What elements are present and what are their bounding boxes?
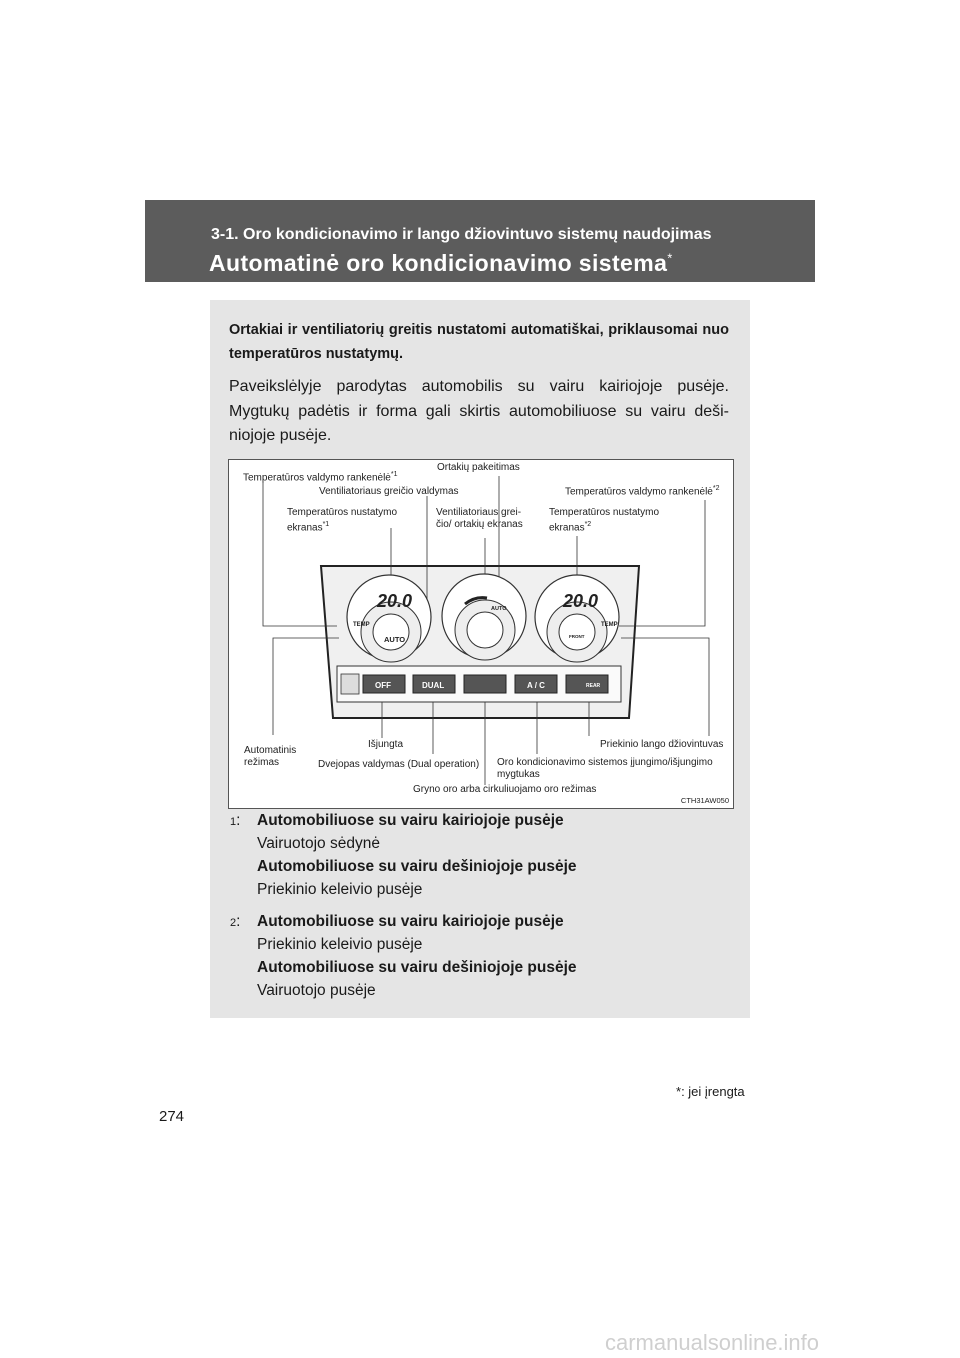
- label-front-defroster: Priekinio lango džiovintuvas: [600, 739, 724, 750]
- footnote-marker: *: [676, 1084, 682, 1099]
- footnote: [676, 1084, 745, 1099]
- auto-button-label: AUTO: [384, 635, 406, 644]
- button-strip: [337, 666, 621, 702]
- page-title: [209, 250, 673, 277]
- page-title-text: Automatinė oro kondicionavimo sistema: [209, 250, 668, 276]
- label-temp-knob-2: Temperatūros valdymo rankenėlė$^{*2}$: [565, 485, 720, 498]
- section-title: 3-1. Oro kondicionavimo ir lango džiovintuvo sistemų naudojimas: [211, 226, 712, 243]
- ac-button-label: A / C: [527, 681, 545, 690]
- left-temp-display: 20.0: [377, 591, 413, 611]
- intro-summary: Ortakiai ir ventiliatorių greitis nustatomi automatiškai, priklausomai nuo temperatūros nustatymų.: [229, 322, 729, 362]
- right-temp-display: 20.0: [563, 591, 599, 611]
- note-1-text: Vairuotojo sėdynė: [257, 835, 380, 852]
- note-2-heading-2: Automobiliuose su vairu dešiniojoje pusėje: [257, 959, 577, 976]
- label-fan-duct-display: Ventiliatoriaus grei- čio/ ortakių ekranas: [436, 507, 523, 530]
- footnote-text: : jei įrengta: [681, 1084, 745, 1099]
- watermark: carmanualsonline.info: [605, 1330, 820, 1355]
- left-temp-label: TEMP: [353, 622, 370, 628]
- note-1-text-2: Priekinio keleivio pusėje: [257, 881, 423, 898]
- label-recirc: Gryno oro arba cirkuliuojamo oro režimas: [413, 784, 597, 795]
- recirc-button: [464, 675, 506, 693]
- figure-code: CTH31AW050: [680, 796, 729, 805]
- climate-panel-figure: [228, 459, 734, 809]
- auto-indicator: AUTO: [491, 606, 507, 612]
- label-duct-change: Ortakių pakeitimas: [437, 462, 520, 473]
- label-ac-button: Oro kondicionavimo sistemos įjungimo/išjungimo mygtukas: [497, 757, 713, 780]
- note-2-number: 2:: [230, 913, 241, 930]
- note-1-heading-2: Automobiliuose su vairu dešiniojoje pusėje: [257, 858, 577, 875]
- label-temp-knob-1: Temperatūros valdymo rankenėlė$^{*1}$: [243, 471, 398, 484]
- note-2-heading: Automobiliuose su vairu kairiojoje pusėje: [257, 913, 564, 930]
- label-dual: Dvejopas valdymas (Dual operation): [318, 759, 480, 770]
- note-2-text-2: Vairuotojo pusėje: [257, 982, 376, 999]
- label-off: Išjungta: [368, 739, 404, 750]
- dual-button-label: DUAL: [422, 681, 445, 690]
- off-button-label: OFF: [375, 681, 391, 690]
- note-1-number: 1:: [230, 812, 241, 829]
- label-temp-display-1: Temperatūros nustatymo ekranas$^{*1}$: [287, 507, 398, 534]
- page-number: 274: [159, 1108, 185, 1125]
- label-auto-mode: Automatinis režimas: [244, 745, 297, 768]
- rear-button-label: REAR: [586, 683, 601, 689]
- title-footnote-marker: *: [667, 250, 673, 266]
- label-temp-display-2: Temperatūros nustatymo ekranas$^{*2}$: [549, 507, 660, 534]
- right-temp-label: TEMP: [601, 622, 618, 628]
- intro-text: Paveikslėlyje parodytas automobilis su vairu kairiojoje pusėje. Mygtukų padėtis ir forma gali skirtis automobiliuose su vairu deši-niojoje pusėje.: [229, 378, 729, 444]
- note-1-heading: Automobiliuose su vairu kairiojoje pusėje: [257, 812, 564, 829]
- front-button-label: FRONT: [569, 634, 585, 639]
- label-fan-speed: Ventiliatoriaus greičio valdymas: [319, 486, 459, 497]
- note-2-text: Priekinio keleivio pusėje: [257, 936, 423, 953]
